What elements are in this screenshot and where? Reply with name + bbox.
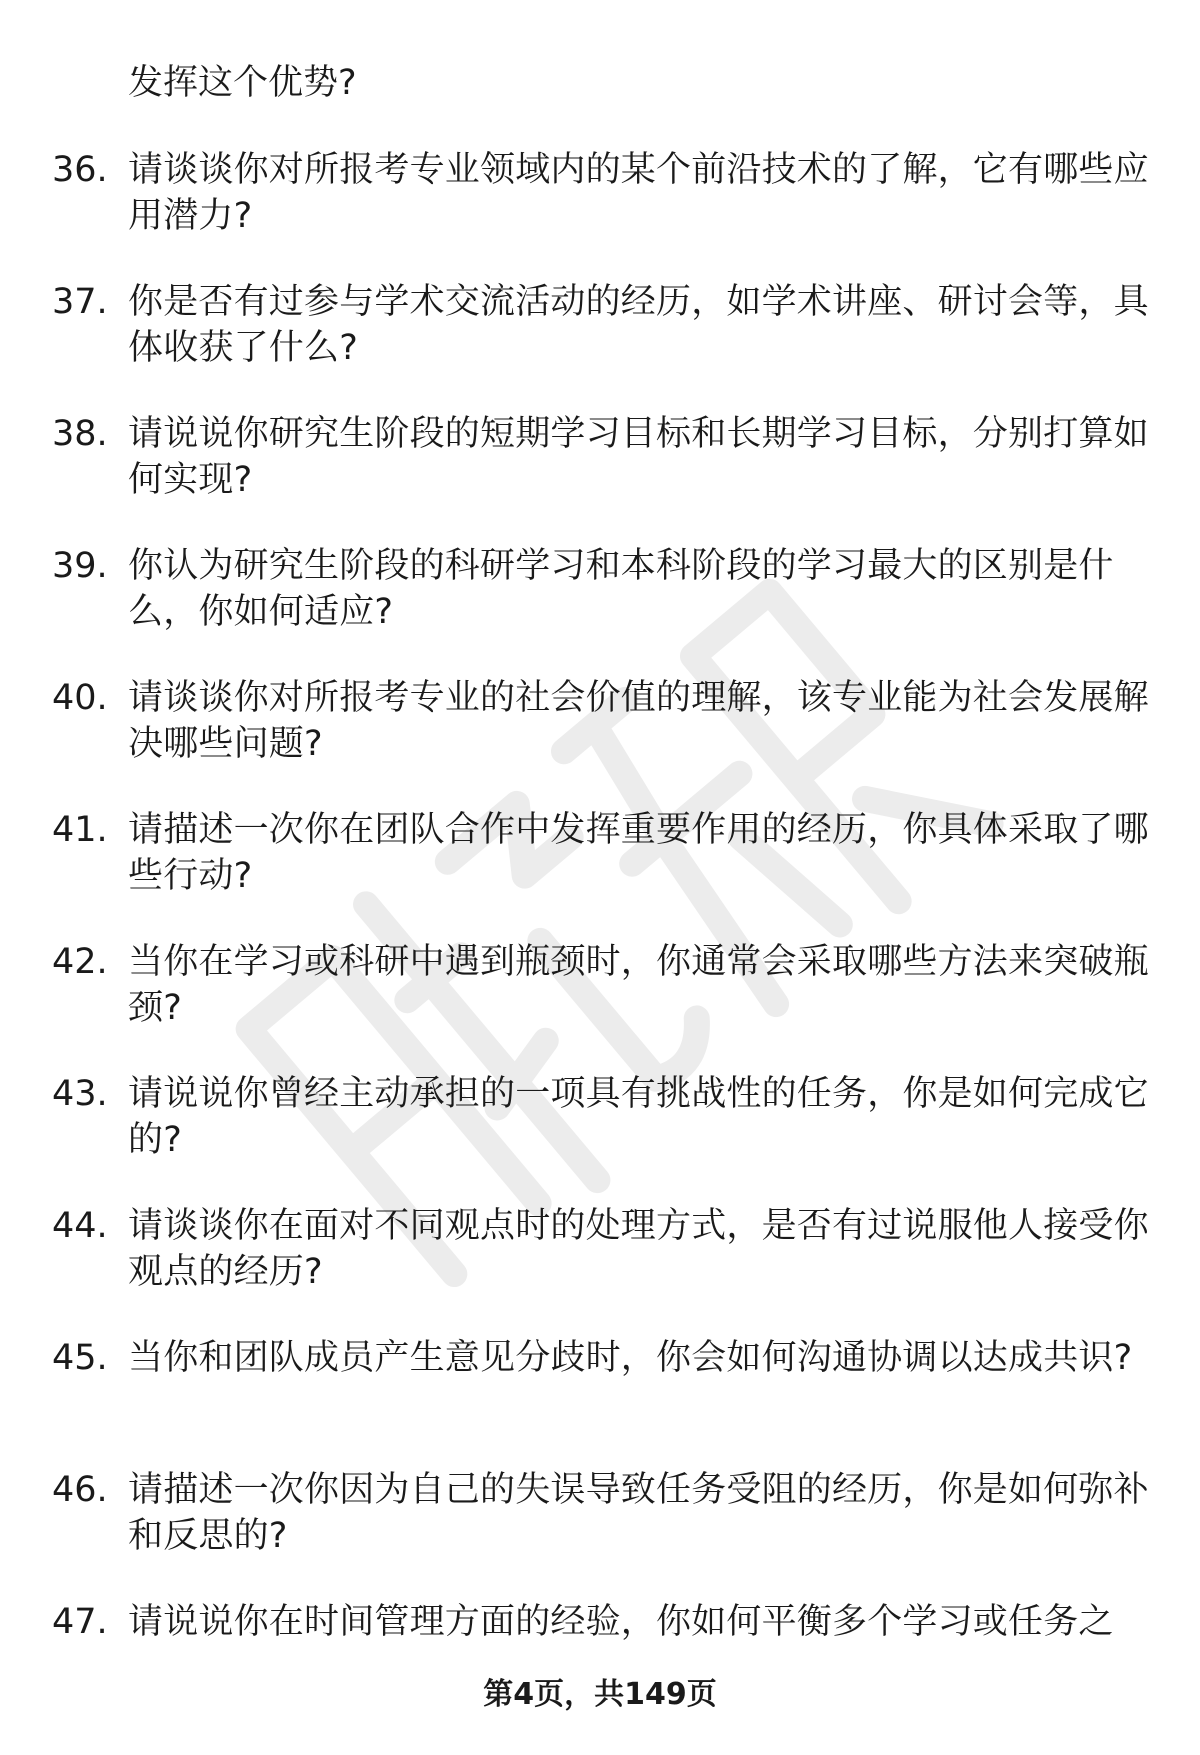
question-number: 38. xyxy=(52,414,108,454)
question-list xyxy=(0,147,1200,1731)
page-footer: 第4页，共149页 xyxy=(483,1677,717,1712)
question-text: 你认为研究生阶段的科研学习和本科阶段的学习最大的区别是什么，你如何适应? xyxy=(128,546,1114,632)
question-text: 请描述一次你在团队合作中发挥重要作用的经历，你具体采取了哪些行动? xyxy=(128,810,1149,896)
question-text: 请说说你在时间管理方面的经验，你如何平衡多个学习或任务之 xyxy=(128,1602,1114,1642)
question-text: 请说说你研究生阶段的短期学习目标和长期学习目标，分别打算如何实现? xyxy=(128,414,1149,500)
question-number: 47. xyxy=(52,1602,108,1642)
question-text: 当你在学习或科研中遇到瓶颈时，你通常会采取哪些方法来突破瓶颈? xyxy=(128,942,1149,1028)
question-item xyxy=(0,1467,1200,1599)
question-number: 42. xyxy=(52,942,108,982)
question-item xyxy=(0,147,1200,279)
continued-question-text: 发挥这个优势? xyxy=(128,63,357,103)
question-text: 请谈谈你在面对不同观点时的处理方式，是否有过说服他人接受你观点的经历? xyxy=(128,1206,1149,1292)
question-number: 41. xyxy=(52,810,108,850)
question-item xyxy=(0,1071,1200,1203)
question-number: 40. xyxy=(52,678,108,718)
question-item xyxy=(0,543,1200,675)
question-item xyxy=(0,675,1200,807)
question-item xyxy=(0,1203,1200,1335)
question-number: 36. xyxy=(52,150,108,190)
question-item xyxy=(0,279,1200,411)
question-number: 44. xyxy=(52,1206,108,1246)
question-number: 43. xyxy=(52,1074,108,1114)
question-number: 39. xyxy=(52,546,108,586)
question-number: 37. xyxy=(52,282,108,322)
question-item xyxy=(0,807,1200,939)
question-text: 请谈谈你对所报考专业的社会价值的理解，该专业能为社会发展解决哪些问题? xyxy=(128,678,1149,764)
question-text: 请谈谈你对所报考专业领域内的某个前沿技术的了解，它有哪些应用潜力? xyxy=(128,150,1149,236)
question-text: 请描述一次你因为自己的失误导致任务受阻的经历，你是如何弥补和反思的? xyxy=(128,1470,1149,1556)
question-text: 你是否有过参与学术交流活动的经历，如学术讲座、研讨会等，具体收获了什么? xyxy=(128,282,1149,368)
question-number: 45. xyxy=(52,1338,108,1378)
question-item xyxy=(0,411,1200,543)
question-item xyxy=(0,1335,1200,1467)
question-text: 请说说你曾经主动承担的一项具有挑战性的任务，你是如何完成它的? xyxy=(128,1074,1149,1160)
question-text: 当你和团队成员产生意见分歧时，你会如何沟通协调以达成共识? xyxy=(128,1338,1133,1378)
question-item xyxy=(0,939,1200,1071)
question-number: 46. xyxy=(52,1470,108,1510)
